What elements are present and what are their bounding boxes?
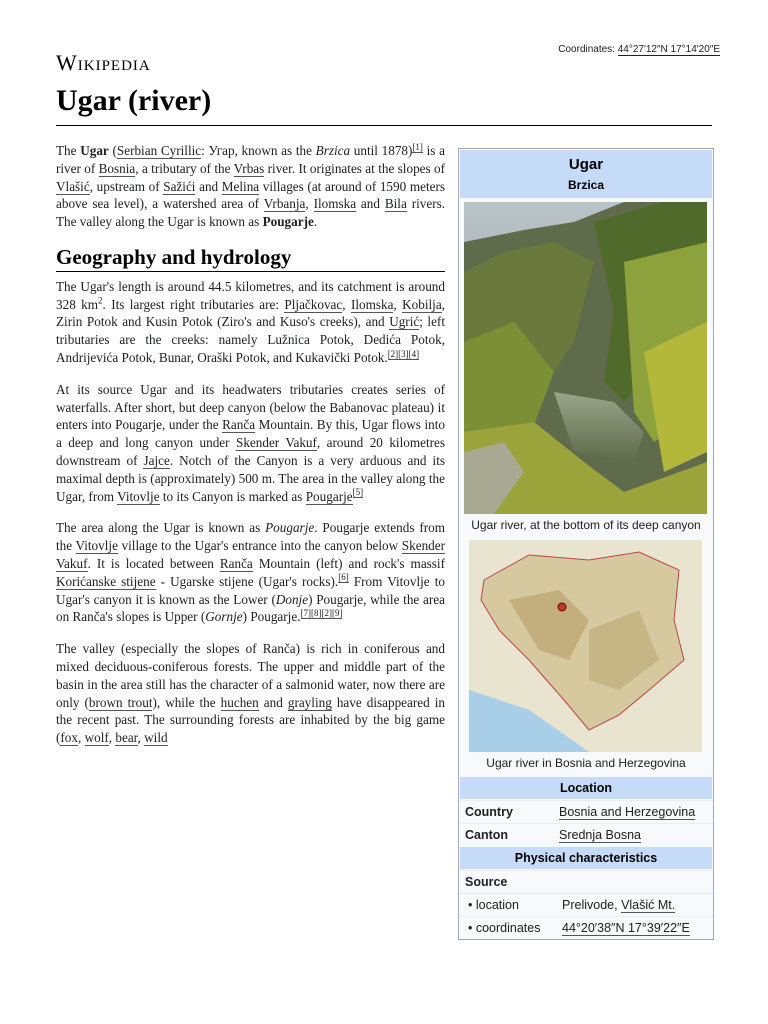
- link-koricanske-stijene[interactable]: Korićanske stijene: [56, 573, 156, 589]
- ref-5[interactable]: [5]: [352, 487, 364, 498]
- infobox-header: [460, 150, 712, 198]
- paragraph-length: The Ugar's length is around 44.5 kilometres, and its catchment is around 328 $km^2$. Its largest right tributaries are: Pljačkovac, Ilomska, Kobilja, Zirin Potok and Kusin Potok (Ziro's and Kuso's creeks), and Ugrić; left tributaries are the creeks: namely Lužnica Potok, Dedića Potok, Andrijevića Potok, Bunar, Oraški Potok, and Kukavički Potok.[2][3][4]: [56, 278, 445, 365]
- river-location-marker: [558, 603, 566, 611]
- map-caption: Ugar river in Bosnia and Herzegovina: [486, 756, 686, 770]
- coordinates-link[interactable]: 44°27′12″N 17°14′20″E: [617, 44, 720, 55]
- country-label: Country: [465, 805, 513, 819]
- river-canyon-photo[interactable]: [464, 202, 707, 514]
- link-ilomska[interactable]: Ilomska: [313, 196, 357, 212]
- canyon-photo-image: [464, 202, 707, 514]
- link-sazici[interactable]: Sažići: [163, 178, 196, 194]
- bosnia-map-image: [469, 540, 702, 752]
- link-bear[interactable]: bear: [115, 730, 138, 746]
- link-pljackovac[interactable]: Pljačkovac: [284, 296, 343, 312]
- link-vrbanja[interactable]: Vrbanja: [263, 196, 306, 212]
- location-map[interactable]: [469, 540, 702, 752]
- ref-1[interactable]: [1]: [412, 141, 423, 152]
- refs-2-3-4[interactable]: [2][3][4]: [387, 348, 420, 359]
- coordinates-header: [558, 44, 720, 55]
- ref-6[interactable]: [6]: [338, 572, 349, 583]
- canton-link[interactable]: Srednja Bosna: [559, 828, 642, 842]
- link-skender-vakuf[interactable]: Skender Vakuf: [235, 435, 317, 451]
- section-location: Location: [460, 777, 712, 799]
- title-divider: [56, 125, 712, 126]
- vlasic-link[interactable]: Vlašić Mt.: [621, 898, 676, 912]
- refs-7-8-2-9[interactable]: [7][8][2][9]: [300, 607, 343, 618]
- coordinates-label: Coordinates:: [558, 44, 615, 55]
- link-ranca-2[interactable]: Ranča: [219, 555, 253, 571]
- wikipedia-logo[interactable]: Wikipedia: [56, 50, 151, 75]
- link-ranca[interactable]: Ranča: [222, 417, 256, 433]
- paragraph-source: At its source Ugar and its headwaters tributaries creates series of waterfalls. After short, but deep canyon (below the Babanovac plateau) it enters into Pougarje, under the Ranča Mountain. By this, Ugar flows into a deep and long canyon under Skender Vakuf, around 20 kilometres downstream of Jajce. Notch of the Canyon is a very arduous and its maximal depth is (approximately) 500 m. The area in the valley along the Ugar, from Vitovlje to its Canyon is marked as Pougarje[5]: [56, 381, 445, 504]
- link-vitovlje-2[interactable]: Vitovlje: [75, 538, 118, 554]
- paragraph-pougarje: The area along the Ugar is known as Pougarje. Pougarje extends from the Vitovlje village to the Ugar's entrance into the canyon below Skender Vakuf. It is located between Ranča Mountain (left) and rock's massif Korićanske stijene - Ugarske stijene (Ugar's rocks).[6] From Vitovlje to Ugar's canyon it is known as the Lower (Donje) Pougarje, while the area on Ranča's slopes is Upper (Gornje) Pougarje.[7][8][2][9]: [56, 520, 446, 625]
- row-source: [459, 870, 713, 893]
- link-bila[interactable]: Bila: [384, 196, 407, 212]
- row-source-location: • location Prelivode, Vlašić Mt.: [459, 893, 713, 916]
- section-physical: Physical characteristics: [460, 847, 712, 869]
- link-serbian-cyrillic[interactable]: Serbian Cyrillic: [116, 143, 202, 158]
- infobox-native-name: Brzica: [567, 178, 605, 192]
- link-wild[interactable]: wild: [144, 730, 168, 746]
- row-country: [459, 800, 713, 823]
- link-brown-trout[interactable]: brown trout: [88, 694, 153, 710]
- article-body: [56, 142, 445, 761]
- paragraph-forests: The valley (especially the slopes of Ranča) is rich in coniferous and mixed deciduous-coniferous forests. The upper and middle part of the basin in the area still has the character of a salmonid water, now there are only (brown trout), while the huchen and grayling have disappeared in the recent past. The surrounding forests are inhabited by the big game (fox, wolf, bear, wild: [56, 641, 445, 746]
- link-huchen[interactable]: huchen: [220, 694, 259, 710]
- photo-caption: Ugar river, at the bottom of its deep canyon: [471, 518, 701, 532]
- link-ilomska-2[interactable]: Ilomska: [350, 296, 394, 312]
- row-source-coordinates: [459, 916, 713, 939]
- link-jajce[interactable]: Jajce: [143, 452, 170, 468]
- canton-label: Canton: [465, 828, 509, 842]
- link-vrbas[interactable]: Vrbas: [233, 160, 265, 176]
- source-coordinates-link[interactable]: 44°20′38″N 17°39′22″E: [562, 921, 690, 935]
- page-title: Ugar (river): [56, 84, 212, 117]
- link-vitovlje[interactable]: Vitovlje: [117, 488, 160, 504]
- link-pougarje[interactable]: Pougarje: [305, 488, 353, 504]
- location-label: • location: [468, 898, 519, 912]
- link-ugric[interactable]: Ugrić: [389, 314, 420, 330]
- country-link[interactable]: Bosnia and Herzegovina: [559, 805, 696, 819]
- infobox-title: Ugar: [568, 156, 604, 173]
- link-melina[interactable]: Melina: [221, 178, 260, 194]
- source-label: Source: [465, 875, 508, 889]
- section-heading-geography: Geography and hydrology: [56, 249, 445, 272]
- row-canton: [459, 823, 713, 846]
- infobox: [458, 148, 714, 940]
- link-skender-vakuf-2[interactable]: Skender Vakuf: [56, 538, 446, 571]
- link-grayling[interactable]: grayling: [287, 694, 332, 710]
- subject-name: Ugar: [80, 143, 109, 158]
- link-wolf[interactable]: wolf: [84, 730, 109, 746]
- coordinates-label: • coordinates: [468, 921, 541, 935]
- link-fox[interactable]: fox: [60, 730, 78, 746]
- intro-paragraph: The Ugar (Serbian Cyrillic: Угар, known as the Brzica until 1878)[1] is a river of Bosnia, a tributary of the Vrbas river. It originates at the slopes of Vlašić, upstream of Sažići and Melina villages (at around of 1590 meters above sea level), a watershed area of Vrbanja, Ilomska and Bila rivers. The valley along the Ugar is known as Pougarje.: [56, 141, 446, 230]
- link-bosnia[interactable]: Bosnia: [98, 160, 136, 176]
- link-vlasic[interactable]: Vlašić: [56, 178, 90, 194]
- link-kobilja[interactable]: Kobilja: [402, 296, 442, 312]
